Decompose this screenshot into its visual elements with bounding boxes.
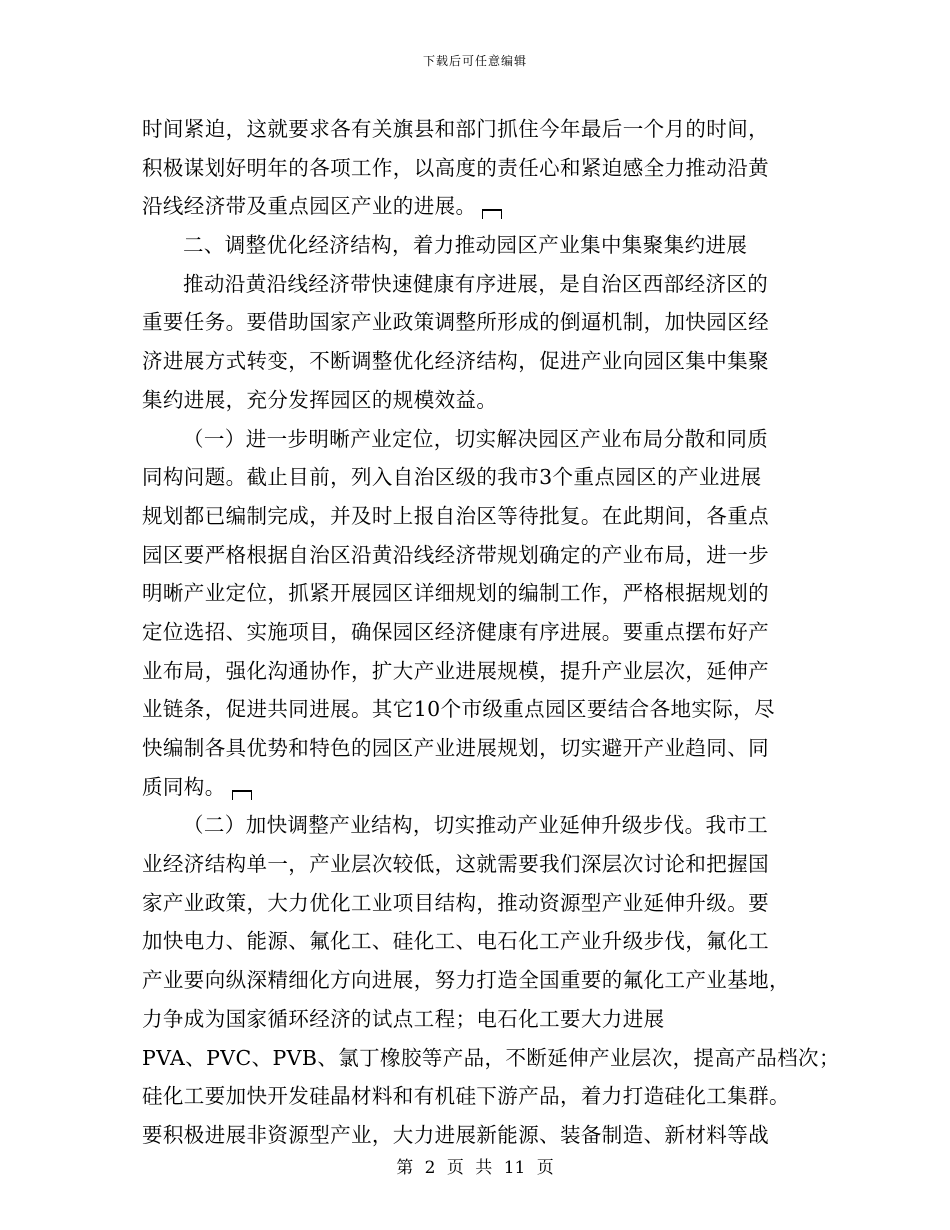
text-line: 同构问题。截止目前，列入自治区级的我市3个重点园区的产业进展: [142, 465, 762, 490]
text-line: 时间紧迫，这就要求各有关旗县和部门抓住今年最后一个月的时间，: [142, 117, 769, 141]
section-heading: 二、调整优化经济结构，着力推动园区产业集中集聚集约进展: [183, 233, 748, 258]
text-line: 明晰产业定位，抓紧开展园区详细规划的编制工作，严格根据规划的: [142, 581, 769, 606]
text-line: 质同构。: [142, 768, 812, 807]
text-line: 力争成为国家循环经济的试点工程；电石化工要大力进展: [142, 1006, 665, 1031]
text-line: 家产业政策，大力优化工业项目结构，推动资源型产业延伸升级。要: [142, 890, 769, 915]
text-line: 重要任务。要借助国家产业政策调整所形成的倒逼机制，加快园区经: [142, 310, 769, 335]
subsection-heading: （一）进一步明晰产业定位，切实解决园区产业布局分散和同质: [183, 426, 769, 451]
text-line: 定位选招、实施项目，确保园区经济健康有序进展。要重点摆布好产: [142, 619, 769, 644]
text-line: 集约进展，充分发挥园区的规模效益。: [142, 387, 498, 412]
text-line: 业链条，促进共同进展。其它10个市级重点园区要结合各地实际，尽: [142, 697, 775, 722]
text-line: 业布局，强化沟通协作，扩大产业进展规模，提升产业层次，延伸产: [142, 658, 769, 683]
text-line: 业经济结构单一，产业层次较低，这就需要我们深层次讨论和把握国: [142, 852, 769, 877]
text-line: 硅化工要加快开发硅晶材料和有机硅下游产品，着力打造硅化工集群。: [142, 1084, 790, 1109]
page-header-note: 下载后可任意编辑: [422, 54, 527, 68]
text-line: 快编制各具优势和特色的园区产业进展规划，切实避开产业趋同、同: [142, 736, 769, 760]
text-line: 济进展方式转变，不断调整优化经济结构，促进产业向园区集中集聚: [142, 349, 769, 374]
text-line: 要积极进展非资源型产业，大力进展新能源、装备制造、新材料等战: [142, 1122, 769, 1147]
paragraph-mark-icon: [482, 209, 502, 219]
text-line: 沿线经济带及重点园区产业的进展。: [142, 187, 812, 226]
text-line: 推动沿黄沿线经济带快速健康有序进展，是自治区西部经济区的: [183, 271, 769, 296]
subsection-heading: （二）加快调整产业结构，切实推动产业延伸升级步伐。我市工: [183, 813, 769, 838]
paragraph-mark-icon: [232, 790, 252, 800]
text-line: PVA、PVC、PVB、氯丁橡胶等产品，不断延伸产业层次，提高产品档次；: [142, 1045, 840, 1070]
text-line: 积极谋划好明年的各项工作，以高度的责任心和紧迫感全力推动沿黄: [142, 155, 769, 180]
page-number-footer: 第 2 页 共 11 页: [396, 1158, 554, 1178]
text-line: 加快电力、能源、氟化工、硅化工、电石化工产业升级步伐，氟化工: [142, 929, 769, 954]
text-line: 产业要向纵深精细化方向进展，努力打造全国重要的氟化工产业基地，: [142, 968, 790, 993]
document-body: [142, 110, 840, 1155]
text-line: 园区要严格根据自治区沿黄沿线经济带规划确定的产业布局，进一步: [142, 542, 769, 567]
text-line: 规划都已编制完成，并及时上报自治区等待批复。在此期间，各重点: [142, 503, 769, 528]
